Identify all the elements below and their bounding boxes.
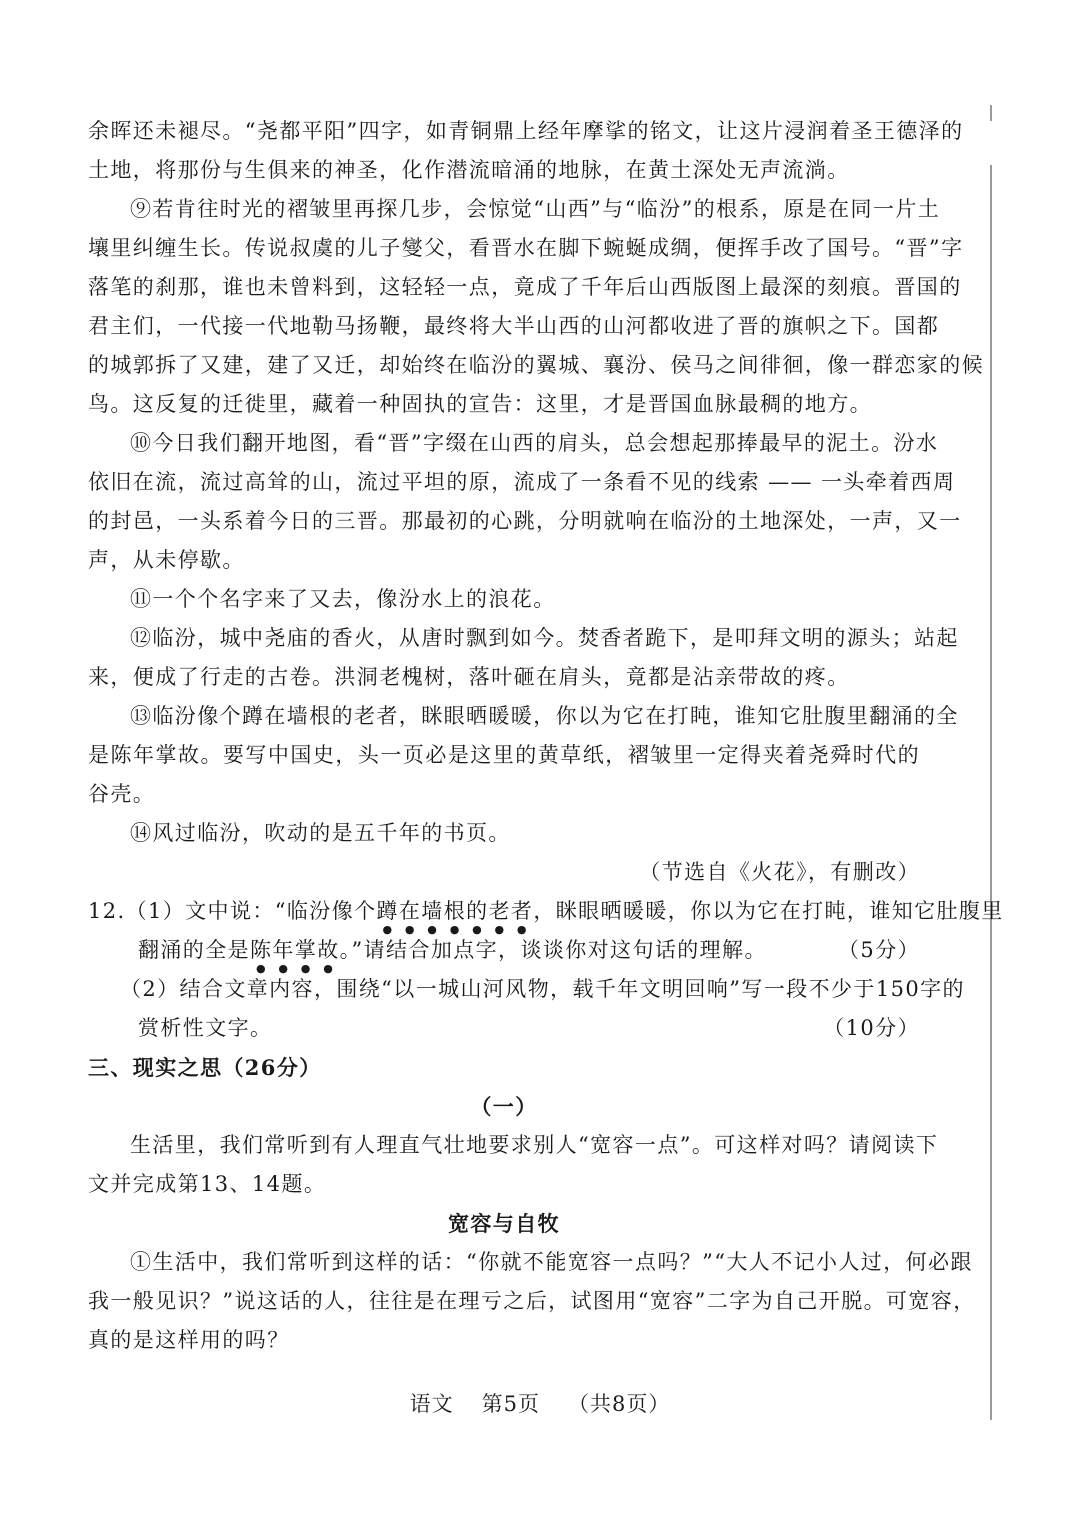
score-label: （10分） — [823, 1016, 920, 1040]
question-12-1-line2: 翻涌的全是陈年掌故。”请结合加点字，谈谈你对这句话的理解。 （5分） — [88, 931, 920, 970]
article-title: 宽容与自牧 — [448, 1211, 560, 1236]
text-line: 声，从未停歇。 — [88, 548, 245, 572]
text-line: ⑭风过临汾，吹动的是五千年的书页。 — [130, 821, 511, 845]
score-label: （5分） — [838, 938, 920, 962]
text-line: 君主们，一代接一代地勒马扬鞭，最终将大半山西的山河都收进了晋的旗帜之下。国都 — [88, 314, 940, 338]
article-line: 真的是这样用的吗？ — [88, 1328, 290, 1352]
question-12-1-line1: 12.（1）文中说：“临汾像个蹲在墙根的老者，眯眼晒暖暖，你以为它在打盹，谁知它肚腹里 — [88, 899, 1004, 923]
question-12-2-line1: （2）结合文章内容，围绕“以一城山河风物，载千年文明回响”写一段不少于150字的 — [120, 977, 965, 1001]
text-line: 土地，将那份与生俱来的神圣，化作潜流暗涌的地脉，在黄土深处无声流淌。 — [88, 158, 850, 182]
binding-tick — [990, 105, 992, 121]
intro-line: 生活里，我们常听到有人理直气壮地要求别人“宽容一点”。可这样对吗？请阅读下 — [130, 1133, 939, 1157]
section-heading: 三、现实之思（26分） — [88, 1055, 322, 1080]
text-line: 的城郭拆了又建，建了又迁，却始终在临汾的翼城、襄汾、侯马之间徘徊，像一群恋家的候 — [88, 353, 984, 377]
subject-label: 语文 — [409, 1392, 454, 1416]
text-line: 壤里纠缠生长。传说叔虞的儿子燮父，看晋水在脚下蜿蜒成绸，便挥手改了国号。“晋”字 — [88, 236, 964, 260]
page-content — [88, 112, 1004, 1360]
article-line: 我一般见识？”说这话的人，往往是在理亏之后，试图用“宽容”二字为自己开脱。可宽容， — [88, 1289, 976, 1313]
text-line: 鸟。这反复的迁徙里，藏着一种固执的宣告：这里，才是晋国血脉最稠的地方。 — [88, 392, 872, 416]
page-footer — [0, 1388, 1080, 1418]
text-line: 是陈年掌故。要写中国史，头一页必是这里的黄草纸，褶皱里一定得夹着尧舜时代的 — [88, 743, 920, 767]
source-note: （节选自《火花》，有删改） — [639, 860, 920, 884]
emphasized-text: 陈年掌故 — [250, 938, 340, 962]
page-number: 第5页 — [481, 1392, 540, 1416]
text-line: 的封邑，一头系着今日的三晋。那最初的心跳，分明就响在临汾的土地深处，一声，又一 — [88, 509, 962, 533]
text-line: 落笔的刹那，谁也未曾料到，这轻轻一点，竟成了千年后山西版图上最深的刻痕。晋国的 — [88, 275, 962, 299]
emphasized-text: 蹲在墙根的老者 — [376, 899, 534, 923]
text-line: ⑪一个个名字来了又去，像汾水上的浪花。 — [130, 587, 556, 611]
text-line: ⑫临汾，城中尧庙的香火，从唐时飘到如今。焚香者跪下，是叩拜文明的源头；站起 — [130, 626, 959, 650]
total-pages: （共8页） — [568, 1392, 671, 1416]
text-line: 来，便成了行走的古卷。洪洞老槐树，落叶砸在肩头，竟都是沾亲带故的疼。 — [88, 665, 850, 689]
text-line: 依旧在流，流过高耸的山，流过平坦的原，流成了一条看不见的线索 —— 一头牵着西周 — [88, 470, 956, 494]
intro-line: 文并完成第13、14题。 — [88, 1172, 327, 1196]
binding-line — [990, 165, 992, 1420]
article-line: ①生活中，我们常听到这样的话：“你就不能宽容一点吗？”“大人不记小人过，何必跟 — [130, 1250, 973, 1274]
text-line: 谷壳。 — [88, 782, 156, 806]
subsection-number: （一） — [470, 1094, 538, 1119]
text-line: 余晖还未褪尽。“尧都平阳”四字，如青铜鼎上经年摩挲的铭文，让这片浸润着圣王德泽的 — [88, 119, 964, 143]
question-12-2-line2: 赏析性文字。 （10分） — [88, 1009, 920, 1048]
text-line: ⑬临汾像个蹲在墙根的老者，眯眼晒暖暖，你以为它在打盹，谁知它肚腹里翻涌的全 — [130, 704, 959, 728]
text-line: ⑨若肯往时光的褶皱里再探几步，会惊觉“山西”与“临汾”的根系，原是在同一片土 — [130, 197, 941, 221]
text-line: ⑩今日我们翻开地图，看“晋”字缀在山西的肩头，总会想起那捧最早的泥土。汾水 — [130, 431, 939, 455]
